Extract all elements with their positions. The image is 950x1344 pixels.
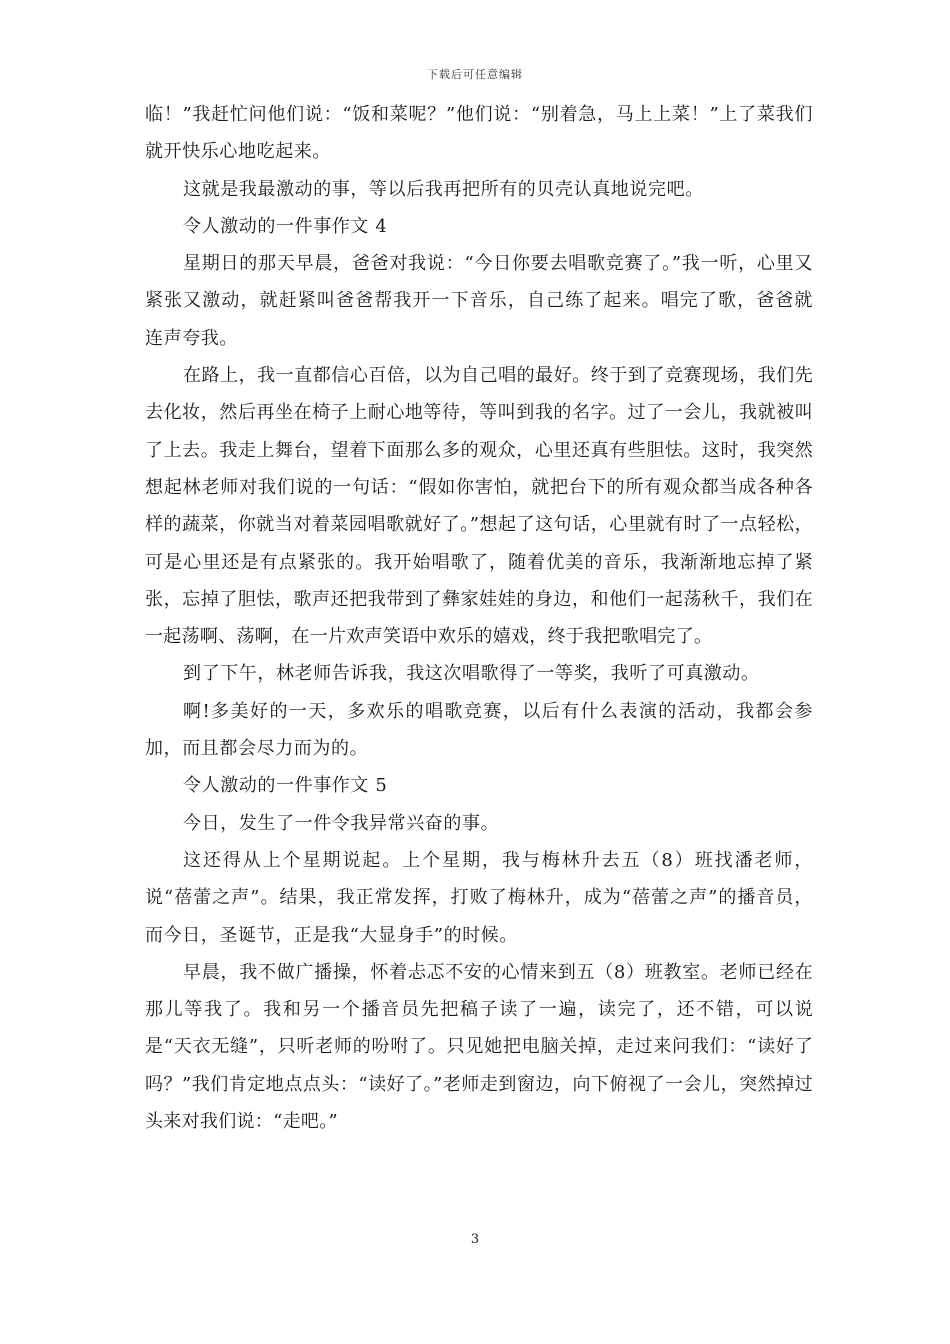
page-number: 3 <box>470 1232 480 1247</box>
paragraph: 在路上，我一直都信心百倍，以为自己唱的最好。终于到了竞赛现场，我们先去化妆，然后再坐在椅子上耐心地等待，等叫到我的名字。过了一会儿，我就被叫了上去。我走上舞台，望着下面那么多的观众，心里还真有些胆怯。这时，我突然想起林老师对我们说的一句话：“假如你害怕，就把台下的所有观众都当成各种各样的蔬菜，你就当对着菜园唱歌就好了。”想起了这句话，心里就有时了一点轻松，可是心里还是有点紧张的。我开始唱歌了，随着优美的音乐，我渐渐地忘掉了紧张，忘掉了胆怯，歌声还把我带到了彝家娃娃的身边，和他们一起荡秋千，我们在一起荡啊、荡啊，在一片欢声笑语中欢乐的嬉戏，终于我把歌唱完了。 <box>145 365 813 648</box>
paragraph: 早晨，我不做广播操，怀着忐忑不安的心情来到五（8）班教室。老师已经在那儿等我了。我和另一个播音员先把稿子读了一遍，读完了，还不错，可以说是“天衣无缝”，只听老师的吩咐了。只见她把电脑关掉，走过来问我们：“读好了吗？”我们肯定地点点头：“读好了。”老师走到窗边，向下俯视了一会儿，突然掉过头来对我们说：“走吧。” <box>145 961 813 1133</box>
paragraph: 今日，发生了一件令我异常兴奋的事。 <box>183 812 500 834</box>
paragraph: 到了下午，林老师告诉我，我这次唱歌得了一等奖，我听了可真激动。 <box>183 663 760 685</box>
paragraph: 这还得从上个星期说起。上个星期，我与梅林升去五（8）班找潘老师，说“蓓蕾之声”。结果，我正常发挥，打败了梅林升，成为“蓓蕾之声”的播音员，而今日，圣诞节，正是我“大显身手”的时候。 <box>145 849 813 946</box>
paragraph: 星期日的那天早晨，爸爸对我说：“今日你要去唱歌竞赛了。”我一听，心里又紧张又激动，就赶紧叫爸爸帮我开一下音乐，自己练了起来。唱完了歌，爸爸就连声夸我。 <box>145 253 813 349</box>
section-heading: 令人激动的一件事作文 5 <box>183 775 388 797</box>
document-body <box>145 96 813 1140</box>
paragraph: 啊!多美好的一天，多欢乐的唱歌竞赛，以后有什么表演的活动，我都会参加，而且都会尽力而为的。 <box>145 700 813 760</box>
paragraph: 这就是我最激动的事，等以后我再把所有的贝壳认真地说完吧。 <box>183 178 704 200</box>
section-heading: 令人激动的一件事作文 4 <box>183 215 388 237</box>
page-header-note: 下载后可任意编辑 <box>427 68 523 81</box>
paragraph: 临！”我赶忙问他们说：“饭和菜呢？”他们说：“别着急，马上上菜！”上了菜我们就开快乐心地吃起来。 <box>145 104 813 163</box>
